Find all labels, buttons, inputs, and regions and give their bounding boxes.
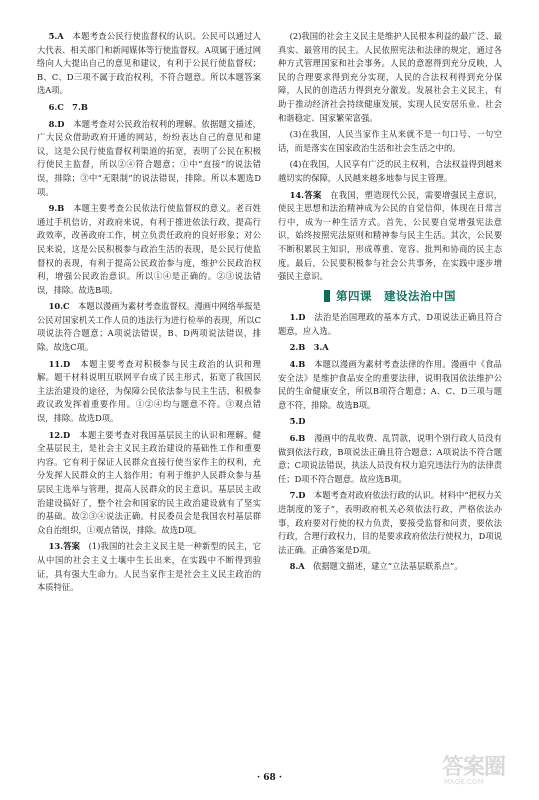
answer-number: 5.D [289, 416, 306, 427]
answer-item [37, 429, 261, 538]
answer-number: 12.D [48, 429, 71, 440]
answer-item [278, 158, 502, 185]
watermark-text: 答案圈 [442, 755, 506, 780]
answer-number: 6.C 7.B [48, 101, 88, 112]
answer-item [278, 415, 502, 429]
watermark-url: MXQE.COM [444, 778, 484, 786]
left-column [37, 30, 261, 598]
page-number: · 68 · [256, 773, 283, 783]
answer-text: 本题主要考查公民依法行使监督权的意义。老百姓通过手机信访，对政府来说，有利于推进依法行政，提高行政效率，改善政府工作，树立负责任政府的良好形象；对公民来说，这是公民积极参与政治生活的表现，是公民行使监督权的表现，有利于提高公民政治参与度，维护公民政治权利，增强公民政治意识。所以①④是正确的。②③说法错误，排除。故选B项。 [37, 203, 261, 295]
right-column [278, 30, 502, 577]
answer-text: 本题以漫画为素材考查监督权。漫画中网络举报是公民对国家机关工作人员的违法行为进行检举的表现，所以C项说法符合题意；A项说法错误，B、D两项说法错误，排除。故选C项。 [37, 301, 261, 353]
heading-bar-icon [324, 290, 330, 302]
answer-item [278, 30, 502, 125]
answer-number: 10.C [48, 301, 70, 312]
answer-item [37, 118, 261, 200]
answer-item [37, 540, 261, 594]
answer-item [278, 489, 502, 557]
answer-item [37, 30, 261, 98]
answer-text: (3)在我国，人民当家作主从来就不是一句口号、一句空话，而是落实在国家政治生活和社会生活之中的。 [278, 129, 502, 153]
answer-text: 本题考查公民行使监督权的认识。公民可以通过人大代表、相关部门和新闻媒体等行使监督权。A项属于通过网络向人大提出自己的意见和建议，有利于公民行使监督权；B、C、D三项不属于政治权利，不符合题意。所以本题答案选A项。 [37, 31, 261, 96]
answer-number: 2.B 3.A [289, 342, 329, 353]
answer-text: 法治是治国理政的基本方式，D项说法正确且符合题意，应入选。 [278, 312, 502, 336]
answer-item [278, 311, 502, 338]
answer-text: 本题考查对公民政治权利的理解。依据题文描述，广大民众借助政府开通的网站，纷纷表达自己的意见和建议，这是公民行使监督权利渠道的拓宽，表明了公民在积极行使民主监督，所以②④符合题意；①中“直接”的说法错误，排除；③中“无限制”的说法错误，排除。所以本题选D项。 [37, 118, 261, 197]
answer-item [278, 358, 502, 412]
answer-item [278, 432, 502, 486]
answer-number: 5.A [48, 31, 64, 41]
answer-text: 本题以漫画为素材考查法律的作用。漫画中《食品安全法》是维护食品安全的重要法律，说明我国依法维护公民的生命健康安全，所以B项符合题意；A、C、D三项与题意不符，排除。故选B项。 [278, 359, 502, 410]
answer-number: 11.D [48, 358, 71, 369]
answer-text: 漫画中的乱收费、乱罚款，说明个别行政人员没有做到依法行政，B项说法正确且符合题意；A项说法不符合题意；C项说法错误，执法人员没有权力追究违法行为的法律责任；D项不符合题意。故应选B项。 [278, 433, 502, 484]
lesson-heading [278, 290, 502, 304]
answer-number: 6.B [289, 433, 306, 444]
answer-item [37, 202, 261, 297]
answer-number: 14.答案 [289, 189, 322, 200]
answer-number: 8.A [289, 561, 305, 572]
answer-number: 8.D [48, 118, 65, 129]
answer-text: 本题主要考查对积极参与民主政治的认识和理解。题干材料说明互联网平台成了民主形式，拓宽了我国民主法治建设的途径，为保障公民依法参与民主生活，积极参政议政发挥着重要作用。①②④均与题意不符。③观点错误，排除。故选D项。 [37, 358, 261, 424]
answer-number: 9.B [48, 203, 65, 214]
watermark-logo-icon [440, 748, 530, 794]
answer-text: (1)我国的社会主义民主是一种新型的民主，它从中国的社会主义土壤中生长出来，在实践中不断得到验证，具有强大生命力。人民当家作主是社会主义民主政治的本质特征。 [37, 541, 261, 593]
answer-item [278, 128, 502, 155]
answer-text: 本题考查对政府依法行政的认识。材料中“把权力关进制度的笼子”，表明政府机关必须依法行政，严格依法办事，政府要对行使的权力负责，要接受监督和问责，要依法行政，合理行政权力，目的是要求政府依法行使权力，D项说法正确。正确答案是D项。 [278, 490, 502, 555]
answer-number: 13.答案 [48, 541, 81, 552]
answer-text: (4)在我国，人民享有广泛的民主权利，合法权益得到越来越切实的保障，人民越来越多地参与民主管理。 [278, 159, 502, 183]
lesson-answers [278, 311, 502, 574]
answer-number: 4.B [289, 359, 306, 370]
answer-text: 依据题文描述，建立“立法基层联系点”。 [313, 561, 463, 572]
answer-text: 本题主要考查对我国基层民主的认识和理解。健全基层民主，是社会主义民主政治建设的基础性工作和重要内容。它有利于保证人民群众直接行使当家作主的权利，充分发挥人民群众的主人翁作用；有利于维护人民群众参与基层民主选举与管理，提高人民群众的民主意识。基层民主政治建设搞好了，整个社会和国家的民主政治建设就有了坚实的基础。故②③④说法正确。村民委员会是我国农村基层群众自治组织，①观点错误，排除。故选D项。 [37, 429, 261, 535]
lesson-title: 第四课 建设法治中国 [336, 288, 456, 303]
answer-text: 在我国，塑造现代公民，需要增强民主意识，使民主思想和法治精神成为公民的自觉信仰，体现在日常言行中，成为一种生活方式。首先，公民要自觉增强宪法意识，始终按照宪法原则和精神参与民主生活。其次，公民要不断积累民主知识，形成尊重、宽容、批判和协商的民主态度。最后，公民要积极参与社会公共事务，在实践中逐步增强民主意识。 [278, 189, 502, 282]
answer-item [278, 341, 502, 355]
answer-item [278, 560, 502, 574]
answer-item [37, 101, 261, 115]
answer-item [37, 358, 261, 426]
answer-number: 7.D [289, 490, 306, 501]
answer-item [278, 189, 502, 284]
answer-number: 1.D [289, 312, 306, 323]
answer-item [37, 300, 261, 354]
right-answers-continued [278, 30, 502, 284]
answer-text: (2)我国的社会主义民主是维护人民根本利益的最广泛、最真实、最管用的民主。人民依照宪法和法律的规定，通过各种方式管理国家和社会事务。人民的意愿得到充分反映，人民的合理要求得到充分实现，人民的合法权利得到充分保障，人民的创造活力得到充分激发。发展社会主义民主，有助于推动经济社会持续健康发展，实现人民安居乐业、社会和谐稳定、国家繁荣富强。 [278, 31, 502, 123]
